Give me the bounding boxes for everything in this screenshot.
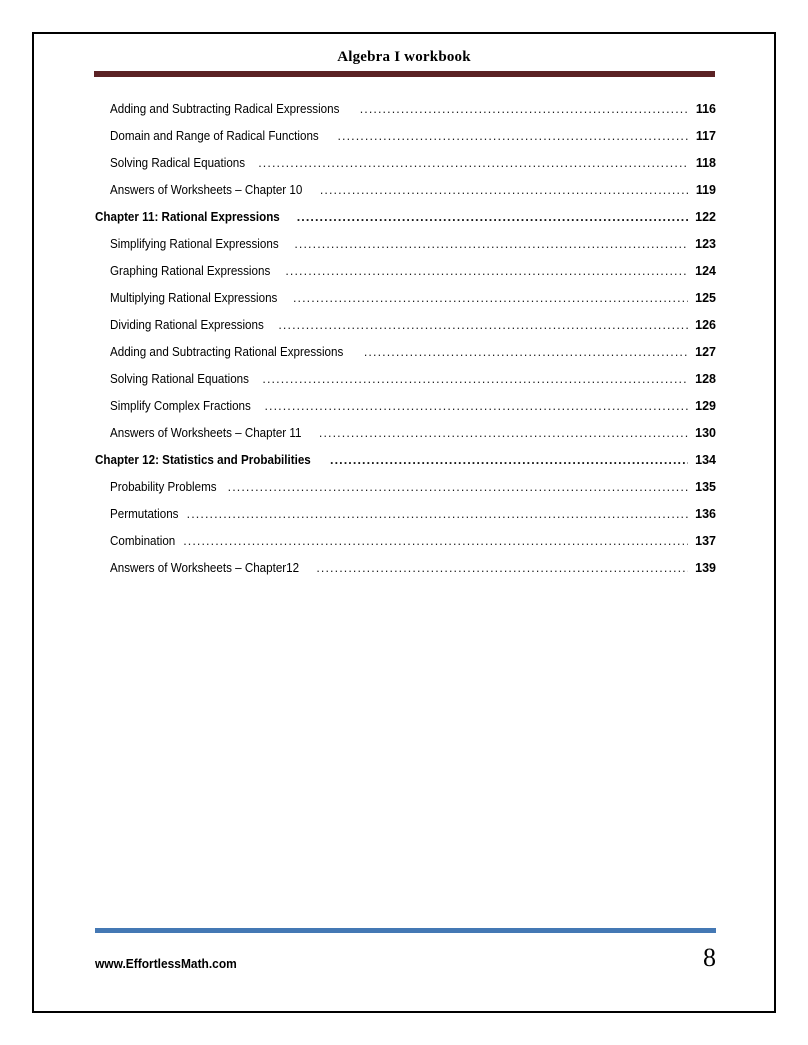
toc-entry-page-number: 129 <box>695 399 716 413</box>
toc-entry[interactable] <box>95 561 716 588</box>
toc-entry-page-number: 137 <box>695 534 716 548</box>
toc-entry-page-number: 128 <box>695 372 716 386</box>
toc-dot-leader <box>187 507 688 520</box>
footer-website-link[interactable]: www.EffortlessMath.com <box>95 956 237 971</box>
toc-entry-page-number: 117 <box>695 129 716 143</box>
toc-entry-label: Simplify Complex Fractions <box>110 399 251 413</box>
toc-entry[interactable] <box>95 534 716 561</box>
toc-entry-label: Permutations <box>110 507 179 521</box>
toc-entry[interactable] <box>95 453 716 480</box>
toc-entry[interactable] <box>95 156 716 183</box>
toc-dot-leader <box>285 264 688 277</box>
page-footer <box>95 928 716 971</box>
toc-entry-page-number: 118 <box>695 156 716 170</box>
toc-dot-leader <box>264 399 688 412</box>
toc-entry-page-number: 134 <box>695 453 716 467</box>
header-divider-rule <box>94 71 715 77</box>
toc-entry-label: Combination <box>110 534 176 548</box>
toc-entry[interactable] <box>95 102 716 129</box>
toc-dot-leader <box>320 183 688 196</box>
toc-entry-label: Simplifying Rational Expressions <box>110 237 279 251</box>
page-header <box>34 34 774 77</box>
toc-dot-leader <box>294 237 688 250</box>
document-page <box>32 32 776 1013</box>
toc-dot-leader <box>316 561 688 574</box>
toc-entry-label: Probability Problems <box>110 480 217 494</box>
toc-entry[interactable] <box>95 291 716 318</box>
toc-entry[interactable] <box>95 129 716 156</box>
toc-entry-page-number: 119 <box>695 183 716 197</box>
page-title: Algebra I workbook <box>337 49 471 65</box>
toc-entry[interactable] <box>95 237 716 264</box>
toc-entry[interactable] <box>95 183 716 210</box>
toc-dot-leader <box>319 426 688 439</box>
toc-entry-page-number: 124 <box>695 264 716 278</box>
toc-entry-page-number: 139 <box>695 561 716 575</box>
toc-dot-leader <box>330 453 688 466</box>
toc-entry[interactable] <box>95 264 716 291</box>
toc-dot-leader <box>228 480 688 493</box>
toc-entry-label: Answers of Worksheets – Chapter12 <box>110 561 300 575</box>
footer-row <box>95 941 716 971</box>
toc-entry-label: Multiplying Rational Expressions <box>110 291 278 305</box>
toc-entry-page-number: 127 <box>695 345 716 359</box>
toc-entry-label: Adding and Subtracting Radical Expressions <box>110 102 340 116</box>
toc-entry[interactable] <box>95 426 716 453</box>
toc-entry[interactable] <box>95 399 716 426</box>
toc-entry[interactable] <box>95 507 716 534</box>
toc-entry-label: Solving Rational Equations <box>110 372 249 386</box>
toc-entry-label: Solving Radical Equations <box>110 156 246 170</box>
toc-dot-leader <box>297 210 688 223</box>
toc-entry-page-number: 126 <box>695 318 716 332</box>
toc-entry-label: Adding and Subtracting Rational Expressions <box>110 345 344 359</box>
toc-entry-page-number: 125 <box>695 291 716 305</box>
footer-divider-rule <box>95 928 716 933</box>
toc-dot-leader <box>278 318 688 331</box>
toc-entry-label: Domain and Range of Radical Functions <box>110 129 319 143</box>
toc-entry-label: Dividing Rational Expressions <box>110 318 264 332</box>
toc-dot-leader <box>262 372 688 385</box>
toc-entry-page-number: 136 <box>695 507 716 521</box>
table-of-contents <box>95 102 716 588</box>
toc-dot-leader <box>293 291 688 304</box>
toc-entry[interactable] <box>95 210 716 237</box>
toc-entry-page-number: 122 <box>695 210 716 224</box>
toc-entry-label: Chapter 11: Rational Expressions <box>95 210 280 224</box>
toc-entry-page-number: 123 <box>695 237 716 251</box>
toc-entry-page-number: 116 <box>695 102 716 116</box>
toc-dot-leader <box>364 345 688 358</box>
toc-entry-page-number: 130 <box>695 426 716 440</box>
toc-entry[interactable] <box>95 345 716 372</box>
toc-entry[interactable] <box>95 372 716 399</box>
toc-dot-leader <box>360 102 688 115</box>
toc-entry-page-number: 135 <box>695 480 716 494</box>
toc-entry[interactable] <box>95 318 716 345</box>
toc-entry-label: Answers of Worksheets – Chapter 10 <box>110 183 303 197</box>
toc-entry-label: Graphing Rational Expressions <box>110 264 271 278</box>
toc-entry[interactable] <box>95 480 716 507</box>
toc-dot-leader <box>183 534 688 547</box>
toc-dot-leader <box>258 156 688 169</box>
toc-entry-label: Answers of Worksheets – Chapter 11 <box>110 426 302 440</box>
toc-entry-label: Chapter 12: Statistics and Probabilities <box>95 453 311 467</box>
toc-dot-leader <box>337 129 688 142</box>
page-number: 8 <box>703 943 716 972</box>
